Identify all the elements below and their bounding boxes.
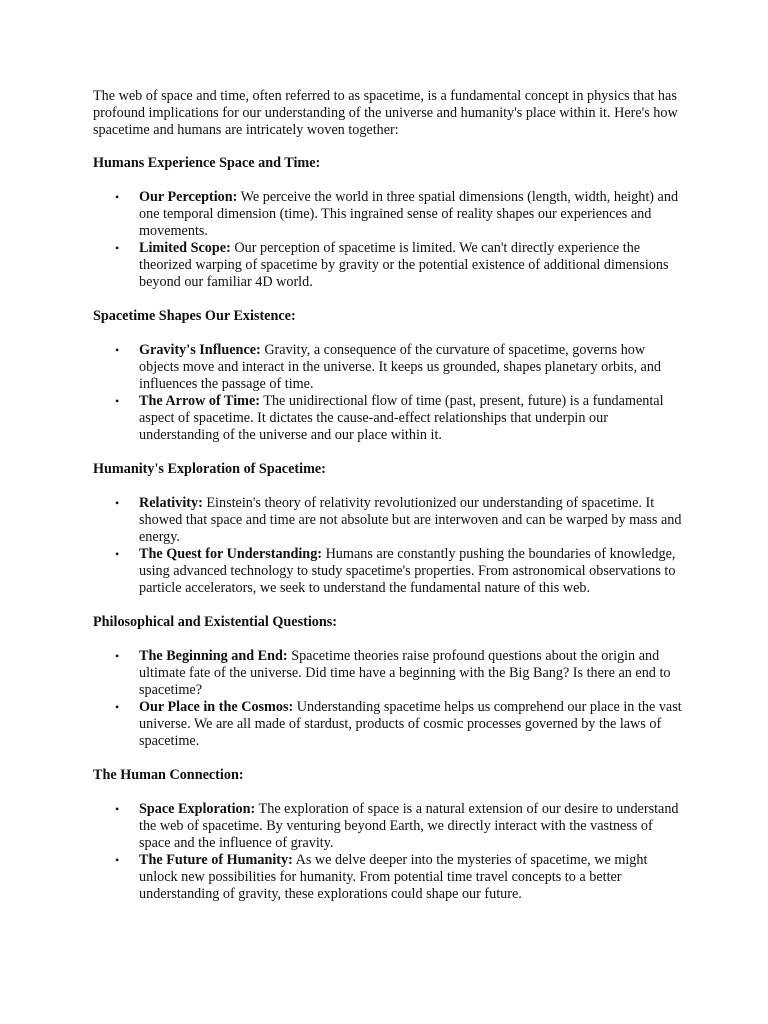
- bullet-list: [93, 801, 683, 903]
- section-heading: Humans Experience Space and Time:: [93, 155, 321, 171]
- item-text: The unidirectional flow of time (past, present, future) is a fundamental aspect of spacetime. It dictates the cause-and-effect relationships that underpin our understanding of the universe and our place within it.: [139, 393, 664, 443]
- section-heading: Philosophical and Existential Questions:: [93, 614, 337, 630]
- document-page: [93, 88, 683, 920]
- intro-paragraph: The web of space and time, often referred to as spacetime, is a fundamental concept in physics that has profound implications for our understanding of the universe and humanity's place within it. Here's how spacetime and humans are intricately woven together:: [93, 88, 678, 138]
- item-term: The Beginning and End:: [139, 648, 288, 664]
- bullet-list: [93, 495, 683, 597]
- item-term: Space Exploration:: [139, 801, 256, 817]
- bullet-icon: •: [115, 547, 120, 561]
- item-term: Our Place in the Cosmos:: [139, 699, 294, 715]
- bullet-icon: •: [115, 343, 120, 357]
- bullet-icon: •: [115, 700, 120, 714]
- item-text: Spacetime theories raise profound questions about the origin and ultimate fate of the universe. Did time have a beginning with the Big Bang? Is there an end to spacetime?: [139, 648, 671, 698]
- section-heading: Spacetime Shapes Our Existence:: [93, 308, 296, 324]
- section-heading: The Human Connection:: [93, 767, 244, 783]
- section-heading: Humanity's Exploration of Spacetime:: [93, 461, 326, 477]
- item-term: Our Perception:: [139, 189, 238, 205]
- list-item: [93, 393, 683, 444]
- item-term: The Future of Humanity:: [139, 852, 293, 868]
- item-term: The Quest for Understanding:: [139, 546, 323, 562]
- list-item: [93, 648, 683, 699]
- bullet-icon: •: [115, 241, 120, 255]
- bullet-icon: •: [115, 496, 120, 510]
- bullet-icon: •: [115, 802, 120, 816]
- item-term: The Arrow of Time:: [139, 393, 260, 409]
- item-text: Our perception of spacetime is limited. We can't directly experience the theorized warping of spacetime by gravity or the potential existence of additional dimensions beyond our familiar 4D world.: [139, 240, 669, 290]
- list-item: [93, 240, 683, 291]
- bullet-icon: •: [115, 394, 120, 408]
- item-text: Einstein's theory of relativity revolutionized our understanding of spacetime. It showed that space and time are not absolute but are interwoven and can be warped by mass and energy.: [139, 495, 682, 545]
- item-term: Relativity:: [139, 495, 203, 511]
- item-text: We perceive the world in three spatial dimensions (length, width, height) and one temporal dimension (time). This ingrained sense of reality shapes our experiences and movements.: [139, 189, 679, 239]
- list-item: [93, 495, 683, 546]
- list-item: [93, 699, 683, 750]
- bullet-icon: •: [115, 853, 120, 867]
- item-text: As we delve deeper into the mysteries of spacetime, we might unlock new possibilities for humanity. From potential time travel concepts to a better understanding of gravity, these explorations could shape our future.: [139, 852, 648, 902]
- item-text: Humans are constantly pushing the boundaries of knowledge, using advanced technology to study spacetime's properties. From astronomical observations to particle accelerators, we seek to understand the fundamental nature of this web.: [139, 546, 676, 596]
- bullet-icon: •: [115, 649, 120, 663]
- list-item: [93, 189, 683, 240]
- item-term: Limited Scope:: [139, 240, 231, 256]
- item-text: The exploration of space is a natural extension of our desire to understand the web of spacetime. By venturing beyond Earth, we directly interact with the vastness of space and the influence of gravity.: [139, 801, 679, 851]
- list-item: [93, 546, 683, 597]
- bullet-list: [93, 342, 683, 444]
- item-text: Understanding spacetime helps us comprehend our place in the vast universe. We are all made of stardust, products of cosmic processes governed by the laws of spacetime.: [139, 699, 682, 749]
- list-item: [93, 852, 683, 903]
- list-item: [93, 801, 683, 852]
- bullet-icon: •: [115, 190, 120, 204]
- item-term: Gravity's Influence:: [139, 342, 261, 358]
- item-text: Gravity, a consequence of the curvature of spacetime, governs how objects move and interact in the universe. It keeps us grounded, shapes planetary orbits, and influences the passage of time.: [139, 342, 662, 392]
- bullet-list: [93, 648, 683, 750]
- bullet-list: [93, 189, 683, 291]
- list-item: [93, 342, 683, 393]
